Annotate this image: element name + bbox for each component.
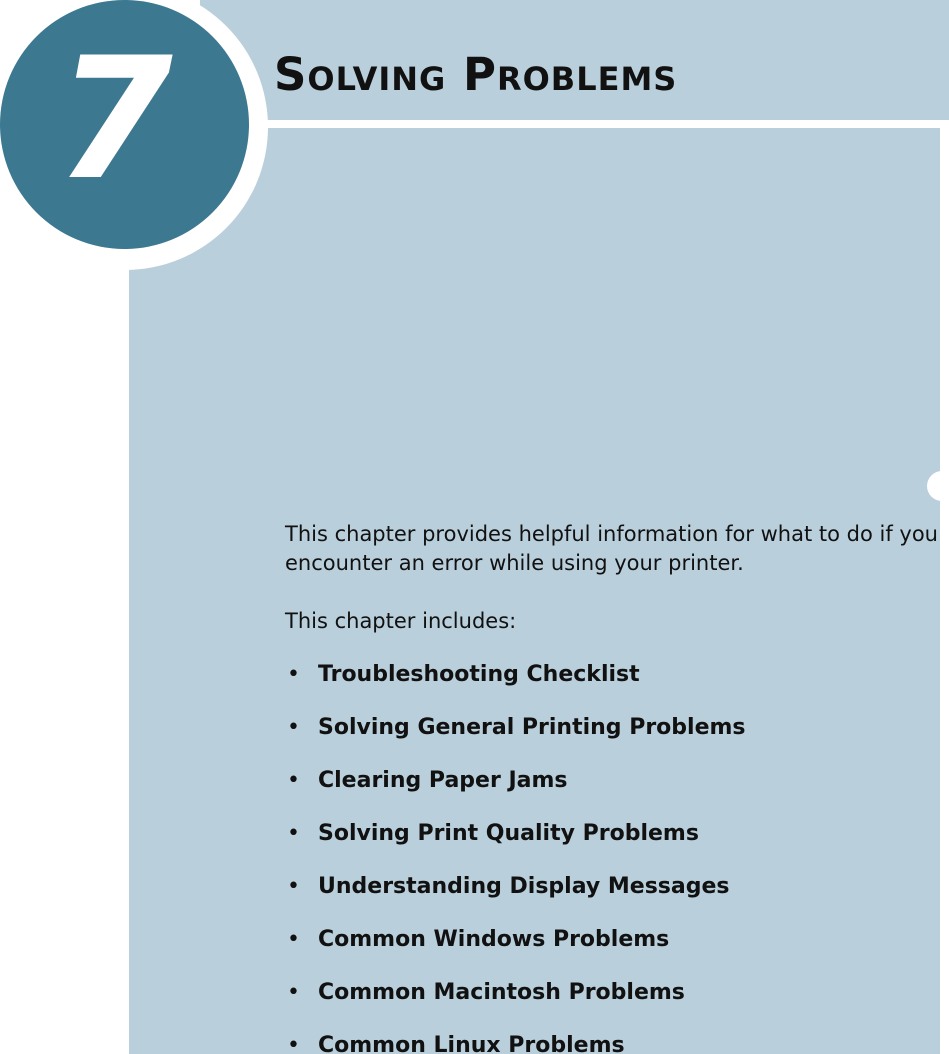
- chapter-badge: [0, 0, 249, 249]
- list-item[interactable]: [285, 713, 746, 766]
- topic-link[interactable]: Common Windows Problems: [318, 927, 670, 952]
- topic-link[interactable]: Understanding Display Messages: [318, 874, 730, 899]
- right-margin-strip: [940, 128, 949, 1054]
- list-item[interactable]: [285, 819, 746, 872]
- topic-link[interactable]: Common Linux Problems: [318, 1033, 625, 1054]
- bullet-icon: •: [287, 874, 300, 899]
- topic-list: [285, 660, 746, 1054]
- list-item[interactable]: [285, 660, 746, 713]
- bullet-icon: •: [287, 768, 300, 793]
- topic-link[interactable]: Clearing Paper Jams: [318, 768, 568, 793]
- bullet-icon: •: [287, 821, 300, 846]
- topic-link[interactable]: Solving Print Quality Problems: [318, 821, 699, 846]
- decorative-dot: [927, 471, 949, 501]
- list-item[interactable]: [285, 925, 746, 978]
- chapter-number: 7: [56, 20, 173, 217]
- list-item[interactable]: [285, 1031, 746, 1054]
- bullet-icon: •: [287, 980, 300, 1005]
- bullet-icon: •: [287, 662, 300, 687]
- chapter-title: Solving Problems: [274, 48, 678, 101]
- list-item[interactable]: [285, 978, 746, 1031]
- topic-link[interactable]: Troubleshooting Checklist: [318, 662, 640, 687]
- bullet-icon: •: [287, 1033, 300, 1054]
- list-item[interactable]: [285, 872, 746, 925]
- bullet-icon: •: [287, 715, 300, 740]
- intro-paragraph: This chapter provides helpful information for what to do if you encounter an error while using your printer.: [285, 522, 938, 575]
- topic-link[interactable]: Solving General Printing Problems: [318, 715, 746, 740]
- list-item[interactable]: [285, 766, 746, 819]
- includes-label: This chapter includes:: [285, 609, 517, 633]
- bullet-icon: •: [287, 927, 300, 952]
- title-divider: [200, 120, 949, 128]
- topic-link[interactable]: Common Macintosh Problems: [318, 980, 685, 1005]
